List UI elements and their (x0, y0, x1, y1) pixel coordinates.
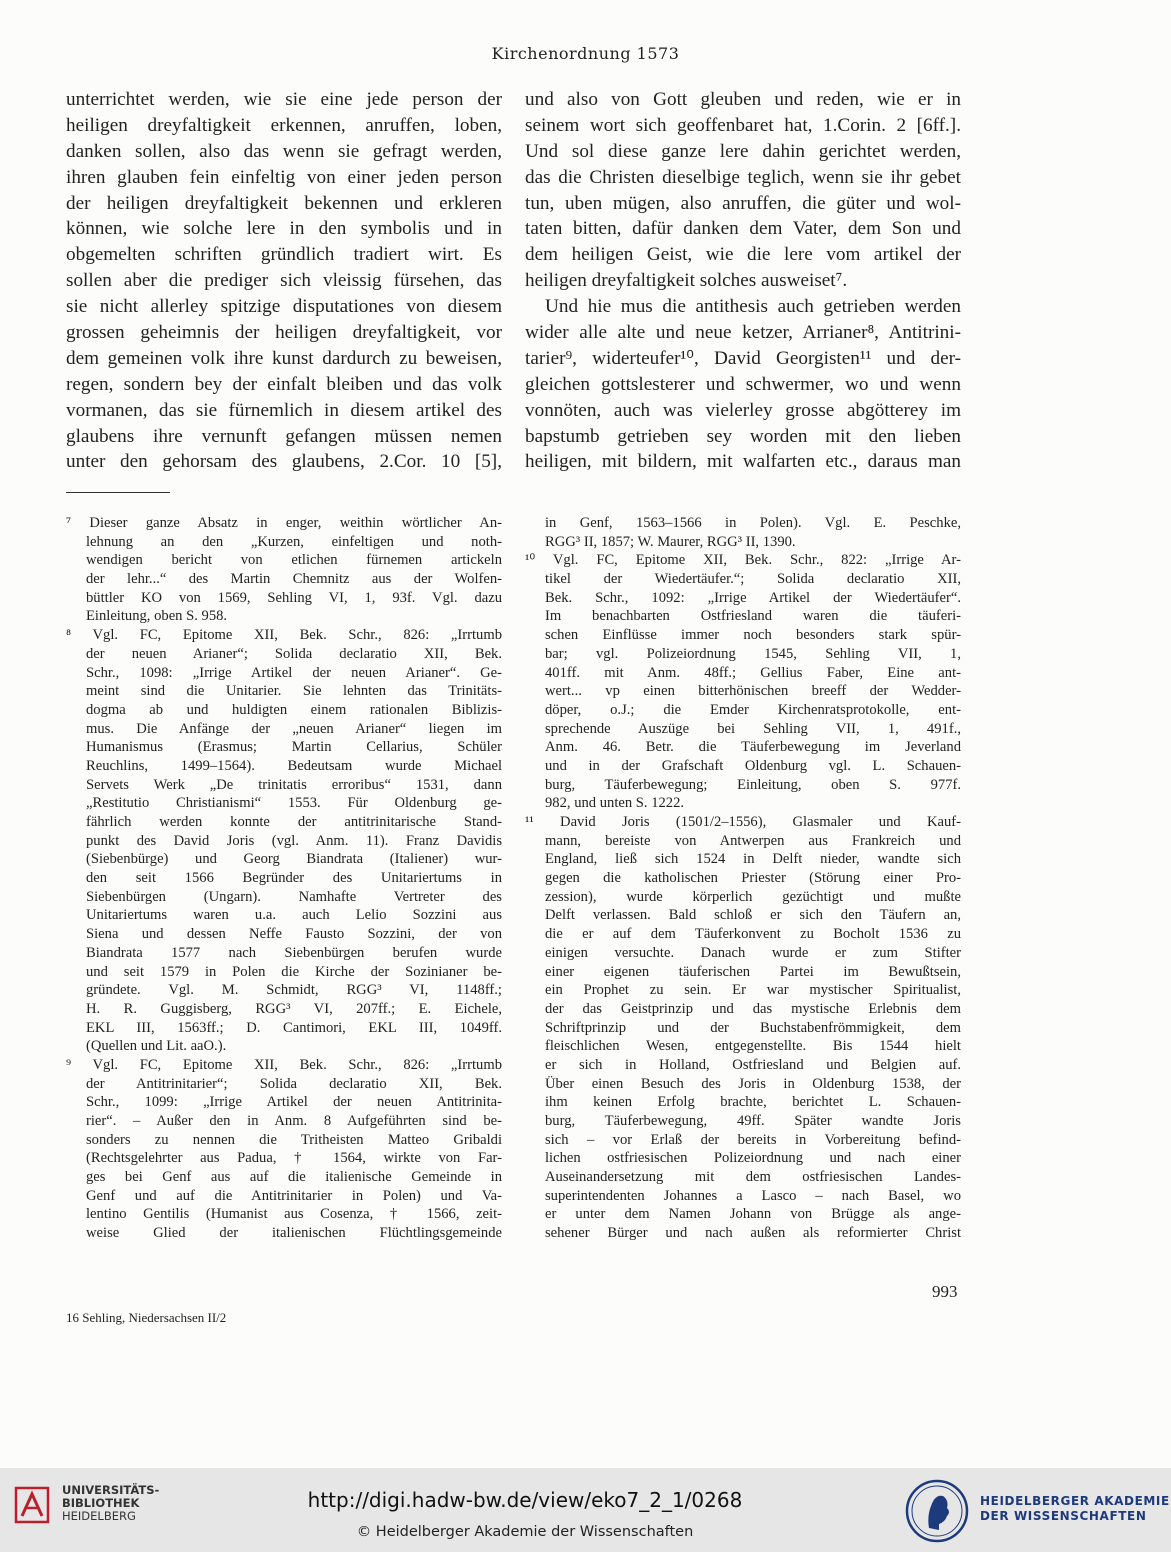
text-line: einer eigenen täuferischen Partei im Bewußtsein, (545, 963, 961, 980)
text-line: heiligen dreyfaltigkeit solches ausweiset⁷. (525, 270, 848, 292)
ub-line: UNIVERSITÄTS- (62, 1483, 160, 1497)
printer-signature: 16 Sehling, Niedersachsen II/2 (66, 1310, 227, 1325)
text-line: Reuchlins, 1499–1564). Bedeutsam wurde Michael (86, 757, 502, 774)
text-line: fleischlichen Wesen, entgegenstellte. Bis 1544 hielt (545, 1038, 961, 1055)
running-header: Kirchenordnung 1573 (491, 44, 680, 63)
text-line: und seit 1579 in Polen die Kirche der Sozinianer be- (86, 963, 502, 980)
text-line: Unitariertums waren u.a. auch Lelio Sozzini aus (86, 907, 502, 924)
text-line: in Genf, 1563–1566 in Polen). Vgl. E. Peschke, (545, 515, 961, 531)
text-line: Einleitung, oben S. 958. (86, 608, 228, 625)
text-line: und also von Gott gleuben und reden, wie er in (525, 89, 961, 110)
text-line: ⁹ Vgl. FC, Epitome XII, Bek. Schr., 826: „Irrtumb (66, 1056, 502, 1073)
text-line: ⁸ Vgl. FC, Epitome XII, Bek. Schr., 826: „Irrtumb (66, 627, 502, 644)
text-line: und in der Grafschaft Oldenburg vgl. L. Schauen- (545, 757, 961, 774)
text-line: England, ließ sich 1524 in Delft nieder, wandte sich (545, 851, 961, 868)
text-line: gegen die katholischen Priester (Störung einer Pro- (545, 870, 961, 887)
text-line: RGG³ II, 1857; W. Maurer, RGG³ II, 1390. (545, 533, 796, 550)
text-line: obgemelten schriften gründlich tradiert wirt. Es (66, 244, 502, 266)
text-line: tarier⁹, widerteufer¹⁰, David Georgisten¹¹ und der- (525, 347, 961, 369)
text-line: ¹⁰ Vgl. FC, Epitome XII, Bek. Schr., 822: „Irrige Ar- (525, 552, 961, 569)
text-line: superintendenten Johannes a Lasco – nach Basel, wo (545, 1187, 961, 1204)
text-line: meint sind die Unitarier. Sie lehnten das Trinitäts- (86, 683, 502, 700)
text-line: der neuen Arianer“; Solida declaratio XII, Bek. (86, 645, 502, 662)
ub-line: HEIDELBERG (62, 1509, 136, 1523)
text-line: punkt des David Joris (vgl. Anm. 11). Franz Davidis (86, 832, 502, 849)
text-line: bar; vgl. Polizeiordnung 1545, Sehling VII, 1, (545, 645, 961, 662)
text-line: seinem wort sich geoffenbaret hat, 1.Corin. 2 [6ff.]. (525, 114, 961, 136)
text-line: sehener Bürger und nach außen als reformierter Christ (545, 1225, 961, 1242)
text-line: sprechende Auszüge bei Sehling VII, 1, 491f., (545, 720, 961, 737)
body-text-right-column (525, 87, 961, 475)
text-line: sich – vor Erlaß der bereits in Vorbereitung befind- (545, 1131, 961, 1148)
text-line: wert... vp einen bitterhönischen breeff der Wedder- (545, 683, 961, 700)
text-line: Biandrata 1577 nach Siebenbürgen berufen wurde (86, 944, 502, 961)
text-line: ⁷ Dieser ganze Absatz in enger, weithin wörtlicher An- (66, 515, 502, 531)
permalink-url[interactable]: http://digi.hadw-bw.de/view/eko7_2_1/0268 (307, 1488, 743, 1512)
text-line: Auseinandersetzung mit dem ostfriesischen Landes- (545, 1169, 961, 1186)
text-line: Humanismus (Erasmus; Martin Cellarius, Schüler (86, 739, 502, 756)
text-line: heiligen, mit bildern, mit walfarten etc., daraus man (525, 451, 961, 473)
footnotes-left-column (66, 514, 502, 1243)
text-line: ihren glauben fein einfeltig von einer jeden person (66, 166, 502, 188)
text-line: rier“. – Außer den in Anm. 8 Aufgeführten sind be- (86, 1113, 502, 1129)
text-line: sonders zu nennen die Tritheisten Matteo Gribaldi (86, 1131, 502, 1148)
text-line: ges bei Genf aus auf die italienische Gemeinde in (86, 1169, 502, 1186)
text-line: das die Christen dieselbige teglich, wenn sie ihr gebet (525, 166, 961, 188)
text-line: unterrichtet werden, wie sie eine jede person der (66, 89, 502, 110)
text-line: Schr., 1099: „Irrige Artikel der neuen Antitrinita- (86, 1094, 502, 1111)
text-line: vonnöten, auch was vielerley grosse abgötterey im (525, 399, 961, 421)
body-text-left-column (66, 87, 502, 475)
footnotes-right-column (525, 514, 961, 1243)
text-line: Und hie mus die antithesis auch getrieben werden (545, 296, 961, 318)
text-line: lentino Gentilis (Humanist aus Cosenza, † 1566, zeit- (86, 1206, 502, 1223)
text-line: EKL III, 1563ff.; D. Cantimori, EKL III, 1049ff. (86, 1019, 502, 1036)
text-line: Schriftprinzip und der Buchstabenfrömmigkeit, dem (545, 1019, 961, 1036)
page-number: 993 (932, 1282, 958, 1301)
academy-line: HEIDELBERGER AKADEMIE (980, 1494, 1170, 1508)
text-line: „Restitutio Christianismi“ 1553. Für Oldenburg ge- (86, 795, 502, 812)
text-line: dem heiligen Geist, wie die lere vom artikel der (525, 244, 961, 266)
text-line: unter den gehorsam des glaubens, 2.Cor. 10 [5], (66, 451, 502, 473)
text-line: H. R. Guggisberg, RGG³ VI, 207ff.; E. Eichele, (86, 1000, 502, 1017)
text-line: weise Glied der italienischen Flüchtlingsgemeinde (86, 1225, 502, 1242)
text-line: tikel der Wiedertäufer.“; Solida declaratio XII, (545, 571, 961, 588)
text-line: zession), wurde körperlich gezüchtigt und mußte (545, 888, 961, 905)
text-line: mann, bereiste von Antwerpen aus Frankreich und (545, 832, 961, 849)
text-line: Siebenbürgen (Ungarn). Namhafte Vertreter des (86, 888, 502, 905)
text-line: tun, uben mügen, also anruffen, die güter und wol- (525, 192, 961, 214)
text-line: wider alle alte und neue ketzer, Arrianer⁸, Antitrini- (525, 322, 961, 344)
text-line: Siena und dessen Neffe Fausto Sozzini, der von (86, 926, 502, 943)
text-line: Über einen Besuch des Joris in Oldenburg 1538, der (545, 1075, 961, 1092)
text-line: glaubens ihre vernunft gefangen müssen nemen (66, 425, 502, 447)
text-line: gründete. Vgl. M. Schmidt, RGG³ VI, 1148ff.; (86, 982, 502, 999)
text-line: taten bitten, dafür danken dem Vater, dem Son und (525, 218, 961, 240)
text-line: Schr., 1098: „Irrige Artikel der neuen Arianer“. Ge- (86, 664, 502, 681)
text-line: der heiligen dreyfaltigkeit bekennen und erkleren (66, 192, 502, 214)
text-line: Genf und auf die Antitrinitarier in Polen) und Va- (86, 1187, 502, 1204)
text-line: döper, o.J.; die Emder Kirchenratsprotokolle, ent- (545, 701, 961, 718)
text-line: burg, Täuferbewegung, 49ff. Später wandte Joris (545, 1113, 961, 1129)
text-line: er unter dem Namen Johann von Brügge als ange- (545, 1206, 961, 1223)
text-line: sollen aber die prediger sich vleissig fürsehen, das (66, 270, 502, 292)
academy-logo-icon (905, 1476, 969, 1546)
text-line: Anm. 46. Betr. die Täuferbewegung im Jeverland (545, 739, 961, 756)
text-line: danken sollen, also das wenn sie gefragt werden, (66, 140, 502, 162)
text-line: ihm keinen Erfolg brachte, berichtet L. Schauen- (545, 1094, 961, 1111)
text-line: können, wie solche lere in den symbolis und in (66, 218, 502, 240)
text-line: vormanen, das sie fürnemlich in diesem artikel des (66, 399, 502, 421)
text-line: Delft verlassen. Bald schloß er sich den Täufern an, (545, 907, 961, 924)
text-line: er sich in Holland, Ostfriesland und Belgien auf. (545, 1056, 961, 1073)
text-line: burg, Täuferbewegung; Einleitung, oben S. 977f. (545, 776, 961, 793)
academy-name (980, 1494, 1170, 1524)
text-line: heiligen dreyfaltigkeit erkennen, anruffen, loben, (66, 114, 502, 136)
text-line: Servets Werk „De trinitatis erroribus“ 1531, dann (86, 776, 502, 793)
text-line: (Rechtsgelehrter aus Padua, † 1564, wirkte von Far- (86, 1150, 502, 1167)
copyright-notice: © Heidelberger Akademie der Wissenschaften (356, 1524, 694, 1540)
text-line: büttler KO von 1569, Sehling VI, 1, 93f. Vgl. dazu (86, 589, 502, 606)
text-line: den seit 1566 Begründer des Unitariertums in (86, 870, 502, 887)
text-line: schen Einflüsse immer noch besonders stark spür- (545, 627, 961, 644)
text-line: Und sol diese ganze lere dahin gerichtet werden, (525, 140, 961, 162)
text-line: mus. Die Anfänge der „neuen Arianer“ liegen im (86, 720, 502, 737)
ub-line: BIBLIOTHEK (62, 1496, 140, 1510)
text-line: dem gemeinen volk ihre kunst dardurch zu beweisen, (66, 347, 502, 369)
text-line: 982, und unten S. 1222. (545, 795, 685, 812)
text-line: die er auf dem Täuferkonvent zu Bocholt 1536 zu (545, 926, 961, 943)
text-line: ¹¹ David Joris (1501/2–1556), Glasmaler und Kauf- (525, 814, 961, 830)
text-line: der Antitrinitarier“; Solida declaratio XII, Bek. (86, 1075, 502, 1092)
text-line: einigen versuchte. Danach wurde er zum Stifter (545, 944, 961, 961)
text-line: (Quellen und Lit. aaO.). (86, 1038, 227, 1055)
text-line: wendigen bericht von etlichen fürnemen artickeln (86, 552, 502, 569)
text-line: bapstumb getrieben sey worden mit den lieben (525, 425, 961, 447)
text-line: Im benachbarten Ostfriesland waren die täuferi- (545, 608, 961, 625)
footnote-separator (66, 492, 170, 493)
text-line: regen, sondern bey der einfalt bleiben und das volk (66, 373, 502, 395)
text-line: 401ff. mit Anm. 48ff.; Gellius Faber, Eine ant- (545, 664, 961, 681)
academy-line: DER WISSENSCHAFTEN (980, 1509, 1147, 1523)
text-line: fährlich werden konnte der antitrinitarische Stand- (86, 814, 502, 830)
text-line: dogma ab und huldigten einem rationalen Biblizis- (86, 701, 502, 718)
text-line: lichen ostfriesischen Polizeiordnung und nach einer (545, 1150, 961, 1167)
text-line: lehnung an den „Kurzen, einfeltigen und noth- (86, 533, 502, 550)
text-line: sie nicht allerley spitzige disputationes von diesem (66, 296, 502, 318)
text-line: Bek. Schr., 1092: „Irrige Artikel der Wiedertäufer“. (545, 589, 961, 606)
text-line: grossen geheimnis der heiligen dreyfaltigkeit, vor (66, 322, 502, 344)
text-line: gleichen gottslesterer und schwermer, wo und wenn (525, 373, 961, 395)
text-line: der lehr...“ des Martin Chemnitz aus der Wolfen- (86, 571, 502, 588)
viewer-footer (0, 1468, 1171, 1552)
text-line: (Siebenbürge) und Georg Biandrata (Italiener) wur- (86, 851, 502, 868)
text-line: ein Prophet zu sein. Er war mystischer Spiritualist, (545, 982, 961, 999)
text-line: der das Geistprinzip und das mystische Erlebnis dem (545, 1000, 961, 1017)
